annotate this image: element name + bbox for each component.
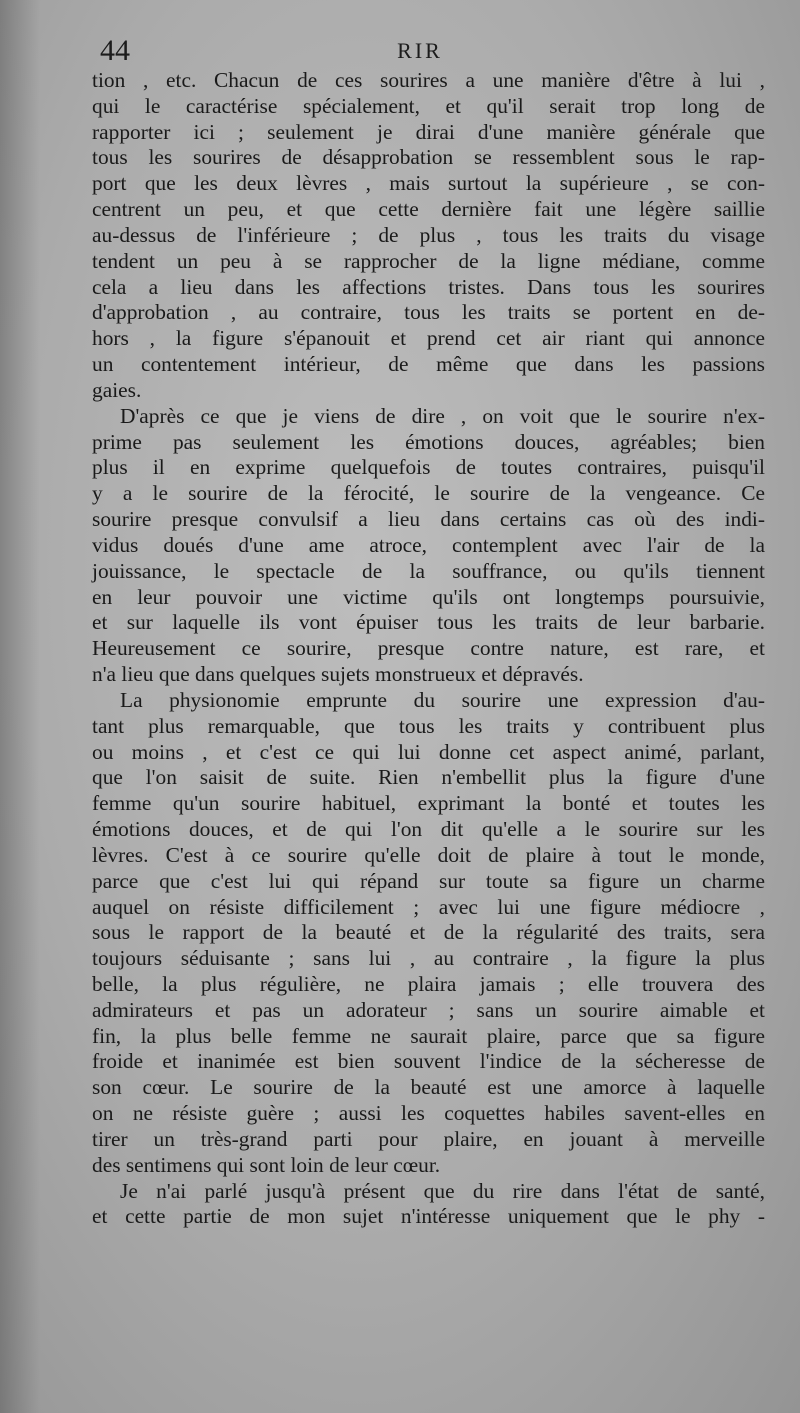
text-line: des sentimens qui sont loin de leur cœur. <box>92 1152 441 1177</box>
text-line: que l'on saisit de suite. Rien n'embellit plus la figure d'une <box>92 765 765 790</box>
text-line: et sur laquelle ils vont épuiser tous les traits de leur barbarie. <box>92 610 765 635</box>
text-line: tant plus remarquable, que tous les traits y contribuent plus <box>92 713 765 738</box>
text-line: tion , etc. Chacun de ces sourires a une manière d'être à lui , <box>92 68 765 92</box>
text-line: y a le sourire de la férocité, le sourire de la vengeance. Ce <box>92 481 765 506</box>
body-text <box>92 68 765 1230</box>
running-title: RIR <box>397 38 443 63</box>
text-line: froide et inanimée est bien souvent l'indice de la sécheresse de <box>92 1049 765 1074</box>
text-line: prime pas seulement les émotions douces, agréables; bien <box>92 429 765 454</box>
text-line: jouissance, le spectacle de la souffrance, ou qu'ils tiennent <box>92 558 765 583</box>
text-line: émotions douces, et de qui l'on dit qu'elle a le sourire sur les <box>92 817 765 842</box>
text-line: Je n'ai parlé jusqu'à présent que du rire dans l'état de santé, <box>120 1178 765 1203</box>
text-line: belle, la plus régulière, ne plaira jamais ; elle trouvera des <box>92 971 765 996</box>
text-line: gaies. <box>92 377 142 402</box>
page-gutter-shadow <box>0 0 40 1413</box>
text-line: vidus doués d'une ame atroce, contemplent avec l'air de la <box>92 532 765 557</box>
text-line: et cette partie de mon sujet n'intéresse uniquement que le phy - <box>92 1204 765 1229</box>
text-line: n'a lieu que dans quelques sujets monstrueux et dépravés. <box>92 662 584 687</box>
text-line: sous le rapport de la beauté et de la régularité des traits, sera <box>92 920 765 945</box>
text-line: auquel on résiste difficilement ; avec lui une figure médiocre , <box>92 894 765 919</box>
text-line: femme qu'un sourire habituel, exprimant la bonté et toutes les <box>92 791 765 816</box>
page-number: 44 <box>100 34 130 67</box>
text-line: sourire presque convulsif a lieu dans certains cas où des indi- <box>92 507 765 532</box>
text-line: D'après ce que je viens de dire , on voit que le sourire n'ex- <box>120 403 765 428</box>
text-line: Heureusement ce sourire, presque contre nature, est rare, et <box>92 636 765 661</box>
text-line: tous les sourires de désapprobation se ressemblent sous le rap- <box>92 145 765 170</box>
text-line: un contentement intérieur, de même que dans les passions <box>92 352 765 377</box>
text-line: on ne résiste guère ; aussi les coquettes habiles savent-elles en <box>92 1101 765 1126</box>
text-line: qui le caractérise spécialement, et qu'il serait trop long de <box>92 93 765 118</box>
text-line: au-dessus de l'inférieure ; de plus , tous les traits du visage <box>92 222 765 247</box>
text-line: centrent un peu, et que cette dernière fait une légère saillie <box>92 197 765 222</box>
text-line: son cœur. Le sourire de la beauté est une amorce à laquelle <box>92 1075 765 1100</box>
running-head <box>100 30 740 70</box>
text-line: admirateurs et pas un adorateur ; sans un sourire aimable et <box>92 997 765 1022</box>
text-line: parce que c'est lui qui répand sur toute sa figure un charme <box>92 868 765 893</box>
text-line: plus il en exprime quelquefois de toutes contraires, puisqu'il <box>92 455 765 480</box>
text-line: hors , la figure s'épanouit et prend cet air riant qui annonce <box>92 326 765 351</box>
text-line: d'approbation , au contraire, tous les traits se portent en de- <box>92 300 765 325</box>
text-line: port que les deux lèvres , mais surtout la supérieure , se con- <box>92 171 765 196</box>
text-line: La physionomie emprunte du sourire une expression d'au- <box>120 687 765 712</box>
text-line: lèvres. C'est à ce sourire qu'elle doit de plaire à tout le monde, <box>92 842 765 867</box>
text-line: tendent un peu à se rapprocher de la ligne médiane, comme <box>92 248 765 273</box>
text-line: tirer un très-grand parti pour plaire, en jouant à merveille <box>92 1126 765 1151</box>
text-line: ou moins , et c'est ce qui lui donne cet aspect animé, parlant, <box>92 739 765 764</box>
text-line: rapporter ici ; seulement je dirai d'une manière générale que <box>92 119 765 144</box>
text-line: fin, la plus belle femme ne saurait plaire, parce que sa figure <box>92 1023 765 1048</box>
text-line: cela a lieu dans les affections tristes. Dans tous les sourires <box>92 274 765 299</box>
text-line: en leur pouvoir une victime qu'ils ont longtemps poursuivie, <box>92 584 765 609</box>
text-line: toujours séduisante ; sans lui , au contraire , la figure la plus <box>92 946 765 971</box>
